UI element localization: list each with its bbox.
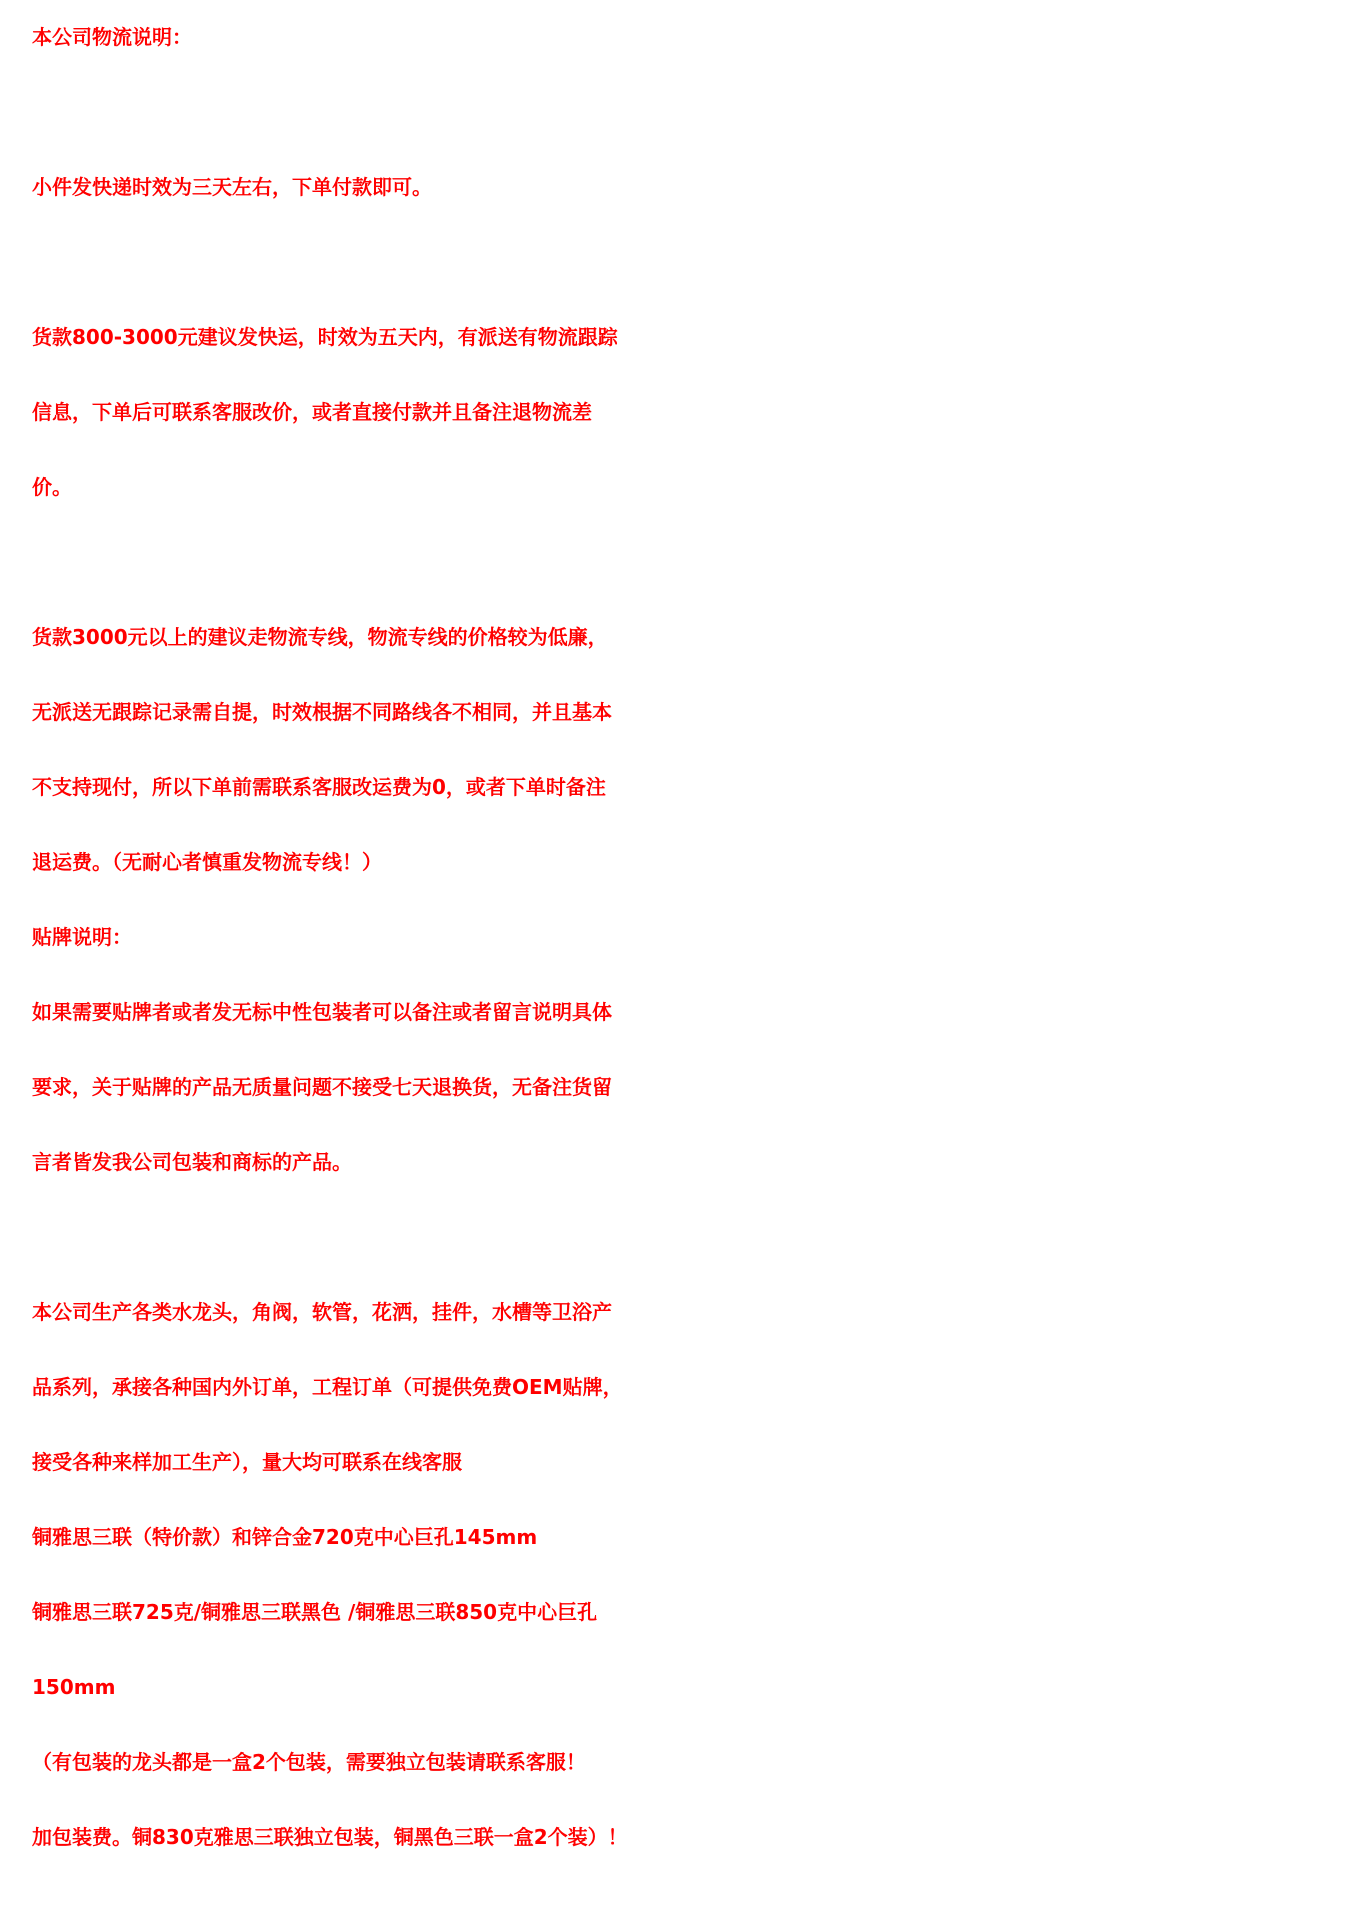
packaging-note-line: （有包装的龙头都是一盒2个包装，需要独立包装请联系客服！: [32, 1750, 586, 1774]
spacer: [32, 1200, 1371, 1275]
company-text-line: 本公司生产各类水龙头，角阀，软管，花洒，挂件，水槽等卫浴产: [32, 1300, 612, 1324]
company-text-line: 品系列，承接各种国内外订单，工程订单（可提供免费OEM贴牌，: [32, 1375, 623, 1399]
product-line: 150mm: [32, 1675, 116, 1699]
product-line: 铜雅思三联725克/铜雅思三联黑色 /铜雅思三联850克中心巨孔: [32, 1600, 598, 1624]
large-payment-line: 退运费。（无耐心者慎重发物流专线！）: [32, 850, 382, 874]
label-text-line: 要求，关于贴牌的产品无质量问题不接受七天退换货，无备注货留: [32, 1075, 612, 1099]
label-text-line: 言者皆发我公司包装和商标的产品。: [32, 1150, 352, 1174]
small-items-note: 小件发快递时效为三天左右，下单付款即可。: [32, 175, 432, 199]
large-payment-line: 无派送无跟踪记录需自提，时效根据不同路线各不相同，并且基本: [32, 700, 612, 724]
logistics-notice-document: [32, 0, 1371, 1875]
spacer: [32, 75, 1371, 150]
product-line: 铜雅思三联（特价款）和锌合金720克中心巨孔145mm: [32, 1525, 538, 1549]
company-text-line: 接受各种来样加工生产），量大均可联系在线客服: [32, 1450, 462, 1474]
spacer: [32, 225, 1371, 300]
large-payment-line: 货款3000元以上的建议走物流专线，物流专线的价格较为低廉，: [32, 625, 608, 649]
packaging-note-line: 加包装费。铜830克雅思三联独立包装，铜黑色三联一盒2个装）！: [32, 1825, 628, 1849]
large-payment-line: 不支持现付，所以下单前需联系客服改运费为0，或者下单时备注: [32, 775, 606, 799]
mid-payment-line: 信息，下单后可联系客服改价，或者直接付款并且备注退物流差: [32, 400, 592, 424]
label-text-line: 如果需要贴牌者或者发无标中性包装者可以备注或者留言说明具体: [32, 1000, 612, 1024]
mid-payment-line: 货款800-3000元建议发快运，时效为五天内，有派送有物流跟踪: [32, 325, 618, 349]
spacer: [32, 525, 1371, 600]
label-heading: 贴牌说明：: [32, 925, 132, 949]
logistics-heading: 本公司物流说明：: [32, 25, 192, 49]
mid-payment-line: 价。: [32, 475, 72, 499]
